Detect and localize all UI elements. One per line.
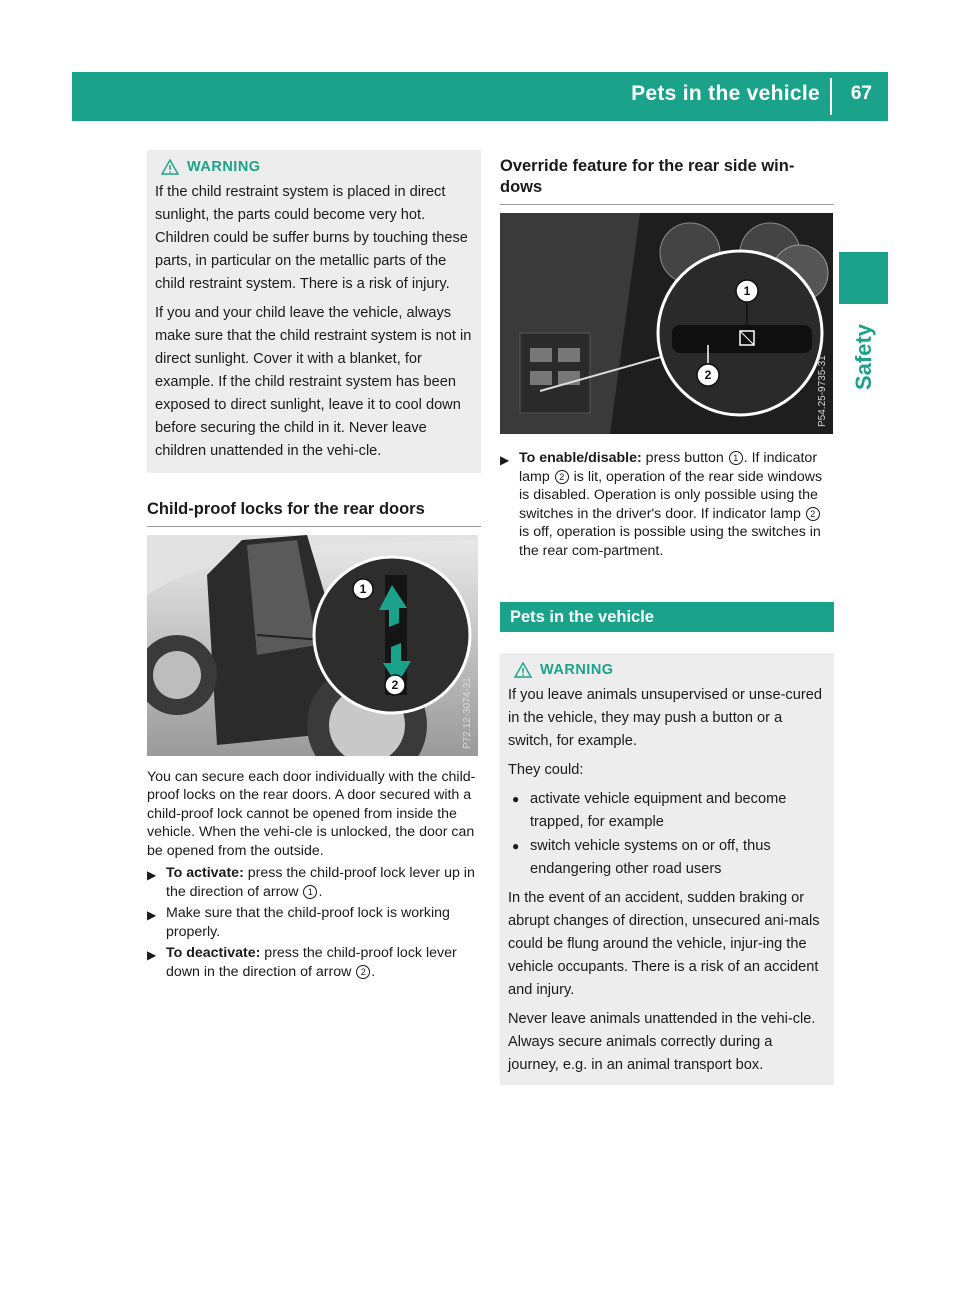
bullet-icon: ● bbox=[512, 838, 520, 853]
section-heading-child-proof-locks: Child-proof locks for the rear doors bbox=[147, 499, 481, 527]
warning-paragraph: If the child restraint system is placed in direct sunlight, the parts could become very hot. Children could be suffer burns by touching these parts, in particular on the metallic parts of the child restraint system. There is a risk of injury. bbox=[155, 183, 468, 292]
warning-label: WARNING bbox=[540, 662, 614, 678]
warning-label: WARNING bbox=[187, 159, 261, 175]
list-item: ● activate vehicle equipment and become trapped, for example bbox=[508, 788, 826, 834]
callout-ref: 2 bbox=[555, 470, 569, 484]
page-header bbox=[72, 72, 888, 121]
step-arrow-icon: ▶ bbox=[147, 948, 157, 962]
svg-text:2: 2 bbox=[391, 677, 399, 692]
section-heading-override-feature: Override feature for the rear side win-dows bbox=[500, 156, 834, 205]
callout-ref: 2 bbox=[806, 507, 820, 521]
side-tab-label: Safety bbox=[851, 323, 877, 391]
warning-paragraph: If you leave animals unsupervised or unse-cured in the vehicle, they may push a button or a switch, for example. bbox=[508, 686, 822, 749]
header-title: Pets in the vehicle bbox=[631, 82, 820, 105]
bullet-icon: ● bbox=[512, 791, 520, 806]
step-arrow-icon: ▶ bbox=[147, 868, 157, 882]
instruction-step: ▶ To enable/disable: press button 1 . If indicator lamp 2 is lit, operation of the rear side windows is disabled. Operation is only possible using the switches in the driver's door. If indicator lamp 2 is off, operation is possible using the switches in the rear com-partment. bbox=[500, 450, 823, 559]
warning-paragraph: In the event of an accident, sudden braking or abrupt changes of direction, unsecured ani-mals could be flung around the vehicle, injur-ing the vehicle occupants. There is a risk of an accident and injury. bbox=[508, 889, 820, 998]
svg-text:2: 2 bbox=[704, 368, 712, 382]
warning-box-pets bbox=[500, 653, 834, 1085]
list-item: ● switch vehicle systems on or off, thus endangering other road users bbox=[508, 835, 826, 881]
image-code: P72.12-3074-31 bbox=[462, 676, 473, 749]
child-proof-lock-illustration bbox=[147, 535, 478, 756]
left-column bbox=[147, 150, 481, 981]
warning-triangle-icon bbox=[514, 662, 532, 678]
callout-ref: 1 bbox=[303, 885, 317, 899]
body-text: You can secure each door individually with the child-proof locks on the rear doors. A door secured with a child-proof lock cannot be opened from inside the vehicle. When the vehi-cle is unlocked, the door can be opened from the outside. bbox=[147, 768, 476, 859]
right-column bbox=[500, 156, 834, 1085]
section-title-pets: Pets in the vehicle bbox=[500, 602, 834, 632]
side-tab-marker bbox=[839, 252, 888, 304]
callout-ref: 2 bbox=[356, 965, 370, 979]
step-arrow-icon: ▶ bbox=[147, 908, 157, 922]
callout-ref: 1 bbox=[729, 451, 743, 465]
svg-text:1: 1 bbox=[743, 284, 751, 298]
warning-box-sunlight bbox=[147, 150, 481, 473]
warning-paragraph: They could: bbox=[508, 761, 584, 778]
instruction-step: ▶ To deactivate: press the child-proof lock lever down in the direction of arrow 2 . bbox=[147, 945, 457, 980]
step-arrow-icon: ▶ bbox=[500, 453, 510, 467]
warning-triangle-icon bbox=[161, 159, 179, 175]
svg-text:1: 1 bbox=[359, 581, 367, 596]
warning-paragraph: If you and your child leave the vehicle, always make sure that the child restraint system is not in direct sunlight. Cover it with a blanket, for example. If the child restraint system has been exposed to direct sunlight, leave it to cool down before securing the child in it. Never leave children unattended in the vehi-cle. bbox=[155, 304, 472, 459]
page-number: 67 bbox=[850, 83, 872, 104]
window-override-illustration bbox=[500, 213, 833, 434]
instruction-step: ▶ To activate: press the child-proof lock lever up in the direction of arrow 1 . bbox=[147, 865, 475, 900]
instruction-step: ▶ Make sure that the child-proof lock is working properly. bbox=[147, 905, 450, 940]
image-code: P54.25-9735-31 bbox=[817, 355, 828, 427]
warning-paragraph: Never leave animals unattended in the vehi-cle. Always secure animals correctly during a journey, e.g. in an animal transport box. bbox=[508, 1010, 816, 1073]
header-separator bbox=[830, 78, 832, 115]
